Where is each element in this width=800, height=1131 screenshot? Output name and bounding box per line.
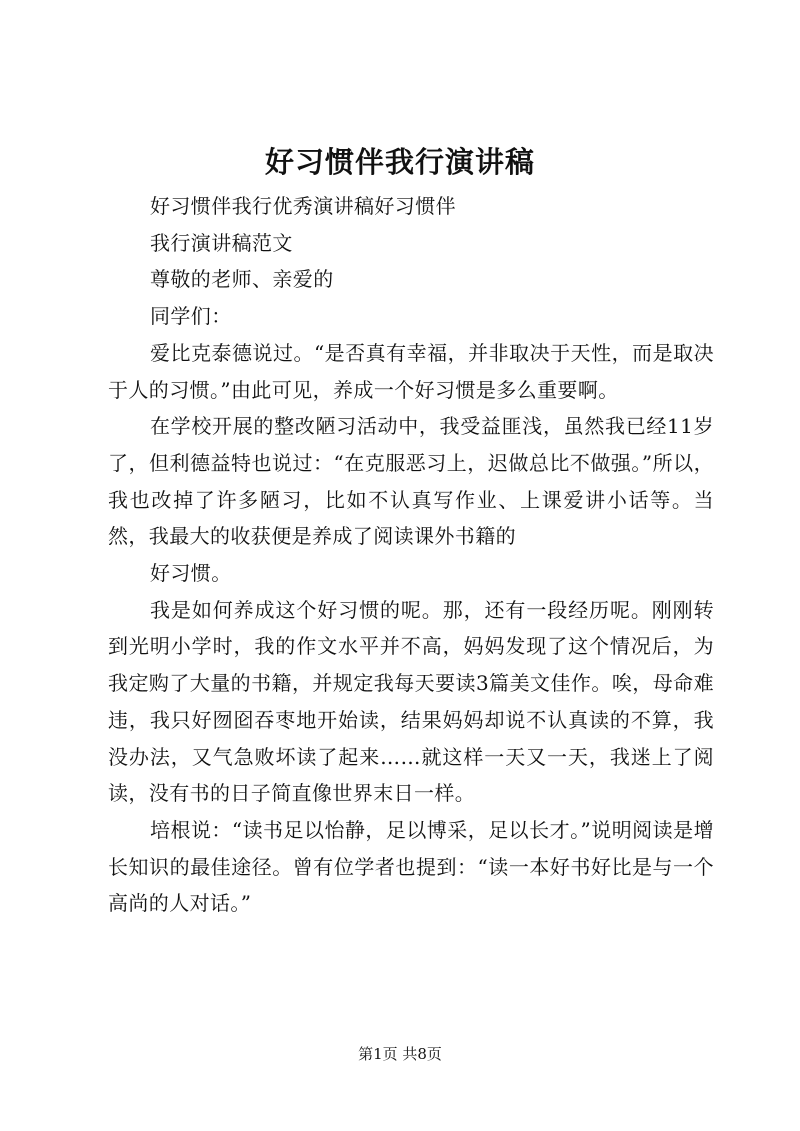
paragraph-5: 爱比克泰德说过。“是否真有幸福，并非取决于天性，而是取决于人的习惯。”由此可见，养成一个好习惯是多么重要啊。 (108, 340, 714, 402)
page-footer: 第1页 共8页 (358, 1045, 442, 1063)
paragraph-2: 我行演讲稿范文 (150, 230, 293, 255)
page-title: 好习惯伴我行演讲稿 (264, 145, 535, 179)
paragraph-1: 好习惯伴我行优秀演讲稿好习惯伴 (150, 194, 456, 218)
paragraph-3: 尊敬的老师、亲爱的 (150, 267, 334, 292)
paragraph-9: 培根说：“读书足以怡静，足以博采，足以长才。”说明阅读是增长知识的最佳途径。曾有位学者也提到：“读一本好书好比是与一个高尚的人对话。” (108, 817, 714, 916)
document-body (108, 188, 714, 922)
paragraph-4: 同学们： (150, 304, 232, 329)
paragraph-6: 在学校开展的整改陋习活动中，我受益匪浅，虽然我已经11岁了，但利德益特也说过：“在克服恶习上，迟做总比不做强。”所以，我也改掉了许多陋习，比如不认真写作业、上课爱讲小话等。当然，我最大的收获便是养成了阅读课外书籍的 (108, 414, 714, 549)
paragraph-7: 好习惯。 (150, 561, 232, 586)
paragraph-8: 我是如何养成这个好习惯的呢。那，还有一段经历呢。刚刚转到光明小学时，我的作文水平并不高，妈妈发现了这个情况后，为我定购了大量的书籍，并规定我每天要读3篇美文佳作。唉，母命难违，我只好囫囵吞枣地开始读，结果妈妈却说不认真读的不算，我没办法，又气急败坏读了起来……就这样一天又一天，我迷上了阅读，没有书的日子简直像世界末日一样。 (108, 597, 714, 806)
